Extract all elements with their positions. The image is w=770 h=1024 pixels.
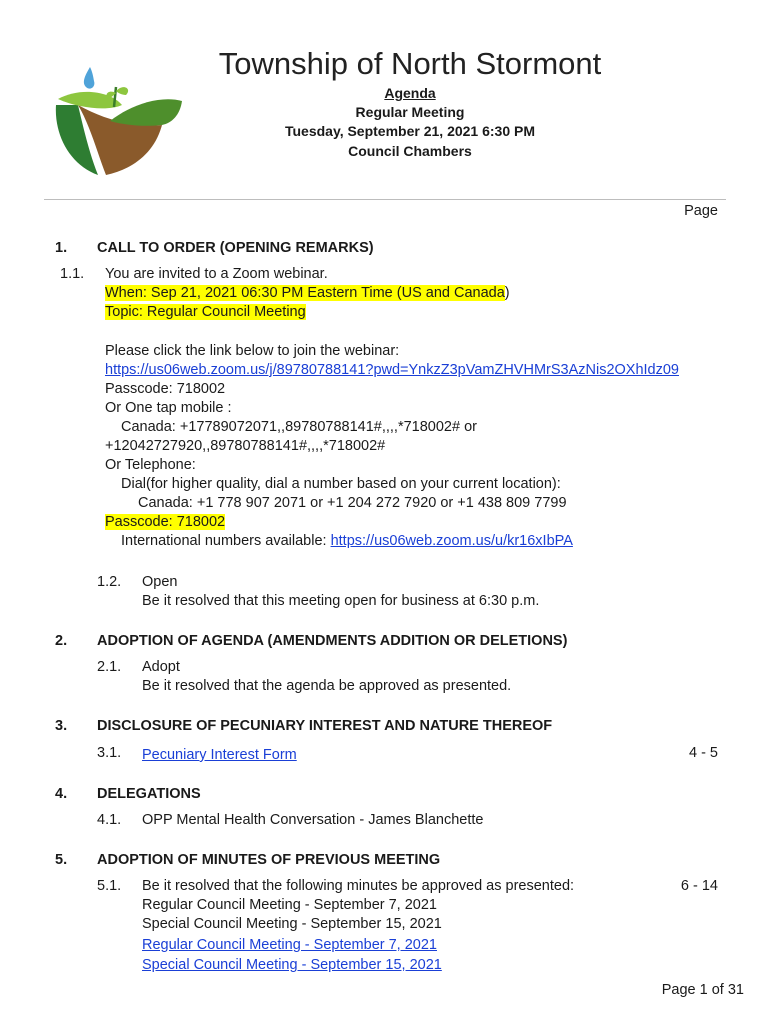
item-5-1-pages: 6 - 14 <box>680 878 718 894</box>
section-4-title: DELEGATIONS <box>97 786 201 802</box>
meeting-type: Regular Meeting <box>355 104 465 120</box>
item-1-1-number: 1.1. <box>60 266 85 282</box>
section-3-title: DISCLOSURE OF PECUNIARY INTEREST AND NATURE THEREOF <box>97 718 553 734</box>
passcode-highlight-line <box>105 514 225 530</box>
minutes-special-link[interactable]: Special Council Meeting - September 15, 2021 <box>142 957 442 973</box>
international-numbers-line <box>121 533 573 549</box>
zoom-when-line <box>105 285 510 301</box>
passcode-highlight: Passcode: 718002 <box>105 514 226 530</box>
zoom-when-highlight: When: Sep 21, 2021 06:30 PM Eastern Time (US and Canada <box>105 285 505 301</box>
item-4-1-number: 4.1. <box>97 812 122 828</box>
agenda-heading: Agenda <box>384 85 436 101</box>
zoom-topic-line <box>105 304 306 320</box>
pecuniary-interest-form-link[interactable]: Pecuniary Interest Form <box>142 747 297 763</box>
section-2-title: ADOPTION OF AGENDA (AMENDMENTS ADDITION OR DELETIONS) <box>97 633 568 649</box>
minutes-regular-link[interactable]: Regular Council Meeting - September 7, 2021 <box>142 937 437 953</box>
zoom-topic-highlight: Topic: Regular Council Meeting <box>105 304 306 320</box>
section-5-title: ADOPTION OF MINUTES OF PREVIOUS MEETING <box>97 852 441 868</box>
zoom-when-close: ) <box>504 285 510 301</box>
meeting-datetime: Tuesday, September 21, 2021 6:30 PM <box>284 123 536 139</box>
item-2-1-number: 2.1. <box>97 659 122 675</box>
item-5-1-resolution: Be it resolved that the following minutes be approved as presented: <box>142 878 575 894</box>
header-divider <box>44 199 726 200</box>
dial-instructions: Dial(for higher quality, dial a number based on your current location): <box>121 476 561 492</box>
international-label: International numbers available: <box>121 533 331 549</box>
page-number-footer: Page 1 of 31 <box>661 982 744 998</box>
item-2-1-title: Adopt <box>142 659 180 675</box>
item-3-1-number: 3.1. <box>97 745 122 761</box>
zoom-webinar-link[interactable]: https://us06web.zoom.us/j/89780788141?pwd=YnkzZ3pVamZHVHMrS3AzNis2OXhIdz09 <box>105 362 679 378</box>
item-5-1-number: 5.1. <box>97 878 122 894</box>
international-numbers-link[interactable]: https://us06web.zoom.us/u/kr16xIbPA <box>330 533 573 549</box>
section-1-number: 1. <box>55 240 68 256</box>
section-2-number: 2. <box>55 633 68 649</box>
section-4-number: 4. <box>55 786 68 802</box>
section-1-title: CALL TO ORDER (OPENING REMARKS) <box>97 240 374 256</box>
one-tap-label: Or One tap mobile : <box>105 400 232 416</box>
section-3-number: 3. <box>55 718 68 734</box>
item-2-1-resolution: Be it resolved that the agenda be approved as presented. <box>142 678 512 694</box>
zoom-invite-text: You are invited to a Zoom webinar. <box>105 266 328 282</box>
item-1-2-title: Open <box>142 574 178 590</box>
document-title: Township of North Stormont <box>218 46 602 81</box>
one-tap-canada-2: +12042727920,,89780788141#,,,,*718002# <box>105 438 386 454</box>
item-1-2-resolution: Be it resolved that this meeting open for business at 6:30 p.m. <box>142 593 540 609</box>
minutes-special-text: Special Council Meeting - September 15, 2021 <box>142 916 442 932</box>
meeting-location: Council Chambers <box>348 143 472 159</box>
one-tap-canada-1: Canada: +17789072071,,89780788141#,,,,*718002# or <box>121 419 477 435</box>
zoom-passcode: Passcode: 718002 <box>105 381 226 397</box>
section-5-number: 5. <box>55 852 68 868</box>
canada-phone-numbers: Canada: +1 778 907 2071 or +1 204 272 7920 or +1 438 809 7799 <box>138 495 567 511</box>
item-4-1-title: OPP Mental Health Conversation - James Blanchette <box>142 812 484 828</box>
minutes-regular-text: Regular Council Meeting - September 7, 2021 <box>142 897 437 913</box>
item-1-2-number: 1.2. <box>97 574 122 590</box>
telephone-label: Or Telephone: <box>105 457 196 473</box>
item-3-1-pages: 4 - 5 <box>688 745 718 761</box>
page-column-label: Page <box>684 203 718 219</box>
zoom-join-instructions: Please click the link below to join the webinar: <box>105 343 400 359</box>
